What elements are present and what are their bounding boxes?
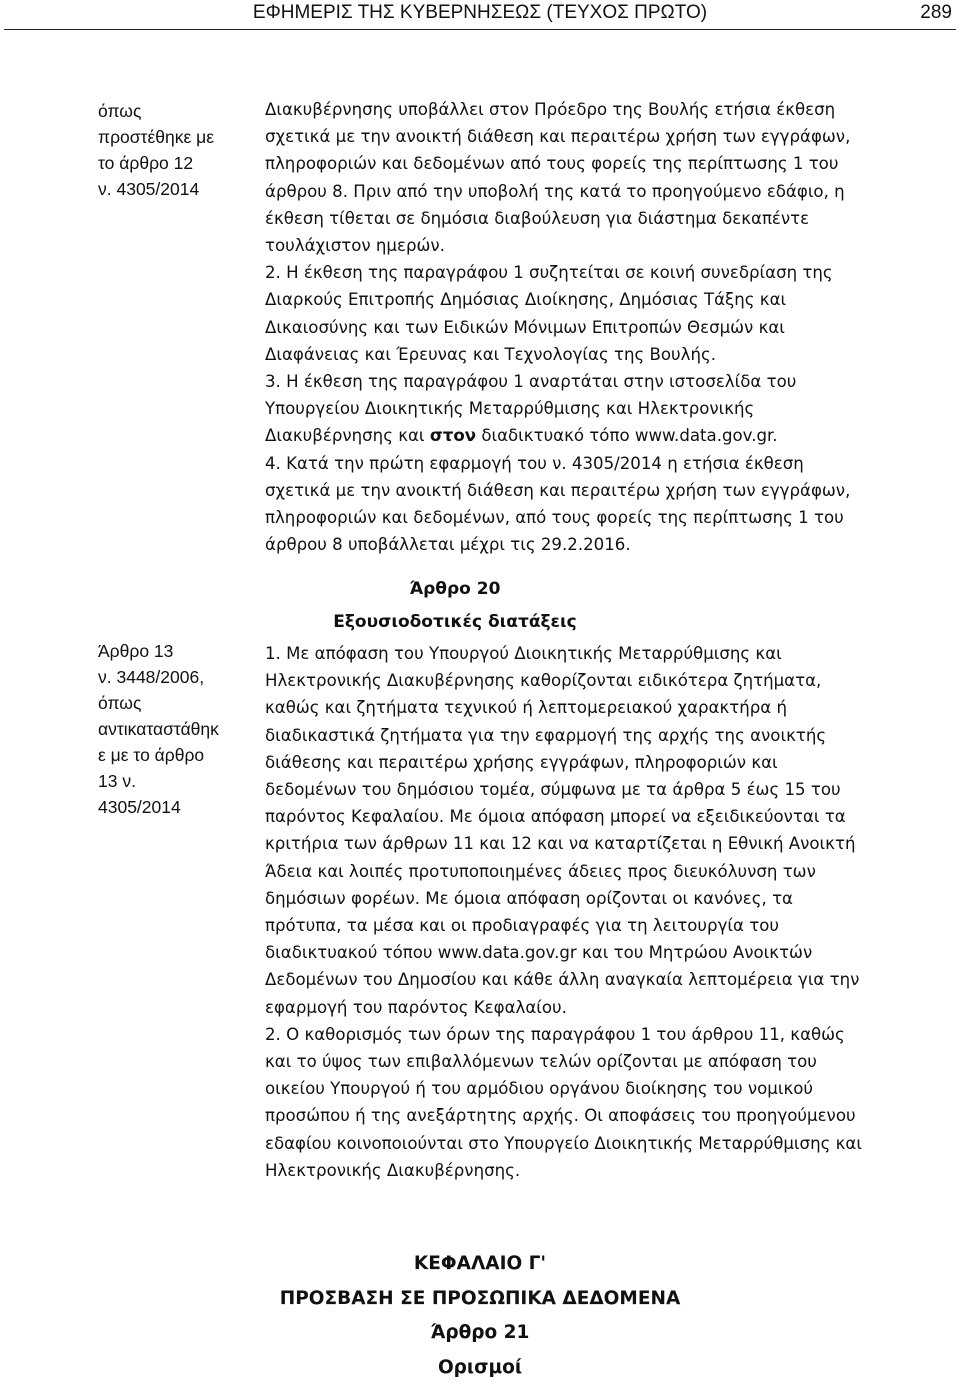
- body-line: διαδικαστικά ζητήματα για την εφαρμογή της αρχής της ανοικτής: [265, 722, 925, 749]
- body-line: σχετικά με την ανοικτή διάθεση και περαιτέρω χρήση των εγγράφων,: [265, 123, 925, 150]
- margin-note-line: Άρθρο 13: [98, 638, 248, 664]
- page-number: 289: [920, 2, 952, 24]
- margin-note-2: [98, 638, 248, 820]
- body-line: Υπουργείου Διοικητικής Μεταρρύθμισης και Ηλεκτρονικής: [265, 395, 925, 422]
- body-line: κριτήρια των άρθρων 11 και 12 και να καταρτίζεται η Εθνική Ανοικτή: [265, 830, 925, 857]
- page-header: [0, 0, 960, 30]
- body-text: Διακυβέρνησης και: [265, 426, 430, 445]
- body-line: άρθρου 8. Πριν από την υποβολή της κατά το προηγούμενο εδάφιο, η: [265, 178, 925, 205]
- article-20-title: Εξουσιοδοτικές διατάξεις: [265, 612, 645, 632]
- chapter-heading: [0, 1247, 960, 1385]
- body-line: πληροφοριών και δεδομένων, από τους φορείς της περίπτωσης 1 του: [265, 504, 925, 531]
- article-21-title: Ορισμοί: [0, 1351, 960, 1385]
- article-20-heading: Άρθρο 20: [265, 579, 645, 599]
- body-line: Διαρκούς Επιτροπής Δημόσιας Διοίκησης, Δημόσιας Τάξης και: [265, 286, 925, 313]
- body-line: [265, 422, 925, 449]
- body-line: Διακυβέρνησης υποβάλλει στον Πρόεδρο της Βουλής ετήσια έκθεση: [265, 96, 925, 123]
- body-line: και το ύψος των επιβαλλόμενων τελών ορίζονται με απόφαση του: [265, 1048, 925, 1075]
- margin-note-line: 13 ν.: [98, 768, 248, 794]
- margin-note-line: ν. 4305/2014: [98, 176, 248, 202]
- body-line: δεδομένων του δημόσιου τομέα, σύμφωνα με τα άρθρα 5 έως 15 του: [265, 776, 925, 803]
- body-line: διάθεσης και περαιτέρω χρήσης εγγράφων, πληροφοριών και: [265, 749, 925, 776]
- body-line: τουλάχιστον ημερών.: [265, 232, 925, 259]
- body-line: παρόντος Κεφαλαίου. Με όμοια απόφαση μπορεί να εξειδικεύονται τα: [265, 803, 925, 830]
- bold-word: στον: [430, 426, 476, 445]
- margin-note-1: [98, 98, 248, 202]
- body-line: 3. Η έκθεση της παραγράφου 1 αναρτάται στην ιστοσελίδα του: [265, 368, 925, 395]
- margin-note-line: όπως: [98, 690, 248, 716]
- article-21-heading: Άρθρο 21: [0, 1316, 960, 1351]
- gazette-title: ΕΦΗΜΕΡΙΣ ΤΗΣ ΚΥΒΕΡΝΗΣΕΩΣ (ΤΕΥΧΟΣ ΠΡΩΤΟ): [0, 2, 960, 24]
- margin-note-line: όπως: [98, 98, 248, 124]
- body-line: Ηλεκτρονικής Διακυβέρνησης καθορίζονται ειδικότερα ζητήματα,: [265, 667, 925, 694]
- margin-note-line: προστέθηκε με: [98, 124, 248, 150]
- body-line: δημόσιων φορέων. Με όμοια απόφαση ορίζονται οι κανόνες, τα: [265, 885, 925, 912]
- body-line: 2. Η έκθεση της παραγράφου 1 συζητείται σε κοινή συνεδρίαση της: [265, 259, 925, 286]
- margin-note-line: ε με το άρθρο: [98, 742, 248, 768]
- header-divider: [4, 29, 956, 30]
- body-line: σχετικά με την ανοικτή διάθεση και περαιτέρω χρήση των εγγράφων,: [265, 477, 925, 504]
- body-line: Ηλεκτρονικής Διακυβέρνησης.: [265, 1157, 925, 1184]
- body-line: Διαφάνειας και Έρευνας και Τεχνολογίας της Βουλής.: [265, 341, 925, 368]
- body-line: καθώς και ζητήματα τεχνικού ή λεπτομερειακού χαρακτήρα ή: [265, 694, 925, 721]
- body-line: 2. Ο καθορισμός των όρων της παραγράφου 1 του άρθρου 11, καθώς: [265, 1021, 925, 1048]
- body-line: οικείου Υπουργού ή του αρμόδιου οργάνου διοίκησης του νομικού: [265, 1075, 925, 1102]
- margin-note-line: ν. 3448/2006,: [98, 664, 248, 690]
- body-line: Άδεια και λοιπές προτυποποιημένες άδειες προς διευκόλυνση των: [265, 858, 925, 885]
- chapter-title: ΠΡΟΣΒΑΣΗ ΣΕ ΠΡΟΣΩΠΙΚΑ ΔΕΔΟΜΕΝΑ: [0, 1282, 960, 1317]
- margin-note-line: 4305/2014: [98, 794, 248, 820]
- body-line: διαδικτυακού τόπου www.data.gov.gr και του Μητρώου Ανοικτών: [265, 939, 925, 966]
- body-line: εφαρμογή του παρόντος Κεφαλαίου.: [265, 994, 925, 1021]
- margin-note-line: το άρθρο 12: [98, 150, 248, 176]
- body-line: εδαφίου κοινοποιούνται στο Υπουργείο Διοικητικής Μεταρρύθμισης και: [265, 1130, 925, 1157]
- body-line: πληροφοριών και δεδομένων από τους φορείς της περίπτωσης 1 του: [265, 150, 925, 177]
- body-text: διαδικτυακό τόπο www.data.gov.gr.: [476, 426, 778, 445]
- margin-note-line: αντικαταστάθηκ: [98, 716, 248, 742]
- body-line: 4. Κατά την πρώτη εφαρμογή του ν. 4305/2014 η ετήσια έκθεση: [265, 450, 925, 477]
- article-19-body: [265, 96, 925, 558]
- body-line: Δεδομένων του Δημοσίου και κάθε άλλη αναγκαία λεπτομέρεια για την: [265, 966, 925, 993]
- body-line: Δικαιοσύνης και των Ειδικών Μόνιμων Επιτροπών Θεσμών και: [265, 314, 925, 341]
- chapter-label: ΚΕΦΑΛΑΙΟ Γ': [0, 1247, 960, 1282]
- body-line: προσώπου ή της ανεξάρτητης αρχής. Οι αποφάσεις του προηγούμενου: [265, 1102, 925, 1129]
- body-line: άρθρου 8 υποβάλλεται μέχρι τις 29.2.2016.: [265, 531, 925, 558]
- body-line: 1. Με απόφαση του Υπουργού Διοικητικής Μεταρρύθμισης και: [265, 640, 925, 667]
- body-line: έκθεση τίθεται σε δημόσια διαβούλευση για διάστημα δεκαπέντε: [265, 205, 925, 232]
- article-20-body: [265, 640, 925, 1184]
- body-line: πρότυπα, τα μέσα και οι προδιαγραφές για τη λειτουργία του: [265, 912, 925, 939]
